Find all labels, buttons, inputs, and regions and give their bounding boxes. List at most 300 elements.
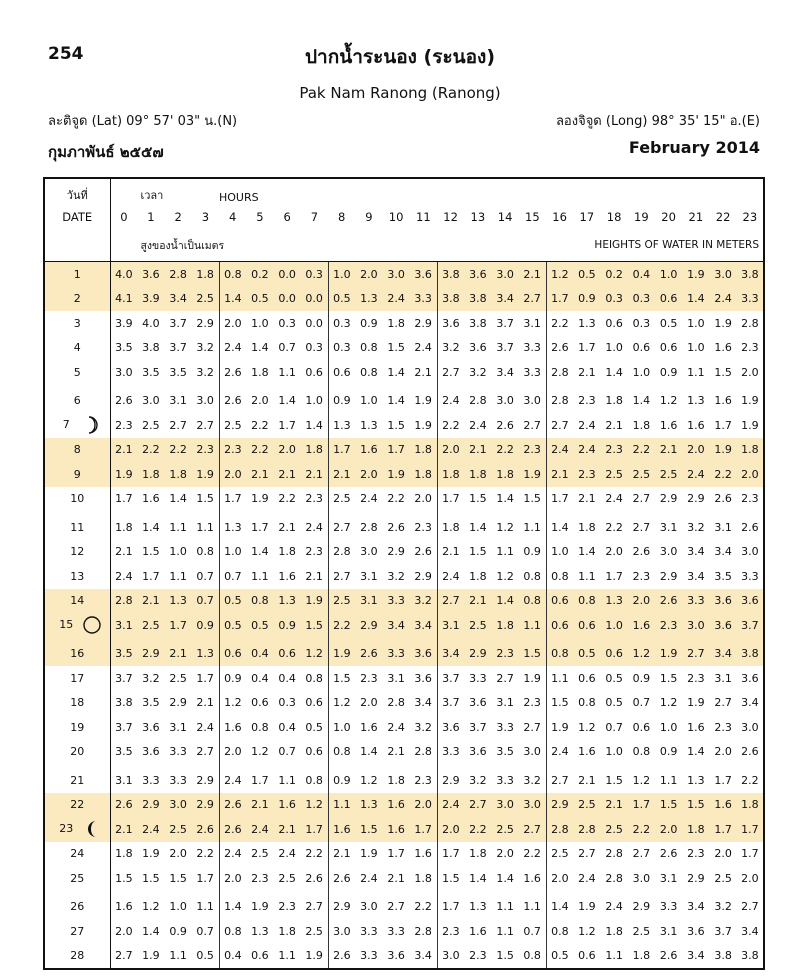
height-cell: 2.2 bbox=[464, 817, 491, 842]
height-cell: 2.4 bbox=[192, 715, 219, 740]
height-cell: 1.4 bbox=[224, 900, 242, 914]
height-cell: 1.8 bbox=[278, 545, 296, 559]
tide-row-day-8 bbox=[44, 438, 764, 463]
height-cell: 2.6 bbox=[659, 847, 678, 861]
height-cell: 0.7 bbox=[224, 569, 242, 583]
height-cell: 1.9 bbox=[110, 462, 137, 487]
height-cell: 1.4 bbox=[219, 287, 246, 312]
height-cell: 2.7 bbox=[496, 671, 514, 685]
day-number: 6 bbox=[73, 394, 81, 408]
day-number: 2 bbox=[73, 292, 81, 306]
height-cell: 1.5 bbox=[442, 871, 460, 885]
height-cell: 3.6 bbox=[741, 671, 759, 685]
height-cell: 0.5 bbox=[573, 262, 600, 287]
height-cell: 2.9 bbox=[137, 642, 164, 667]
height-cell: 1.9 bbox=[410, 413, 437, 438]
height-cell: 3.8 bbox=[437, 262, 464, 287]
height-cell: 2.4 bbox=[278, 847, 296, 861]
height-cell: 2.4 bbox=[469, 418, 487, 432]
height-cell: 1.8 bbox=[410, 462, 437, 487]
height-cell: 2.0 bbox=[115, 924, 133, 938]
hour-header-13: 13 bbox=[470, 209, 486, 224]
height-cell: 2.6 bbox=[219, 817, 246, 842]
height-cell: 1.1 bbox=[659, 773, 678, 787]
height-cell: 3.4 bbox=[410, 944, 437, 970]
tide-row-day-19 bbox=[44, 715, 764, 740]
day-cell bbox=[44, 919, 110, 944]
height-cell: 1.0 bbox=[551, 545, 569, 559]
height-cell: 3.7 bbox=[169, 341, 187, 355]
height-cell: 1.7 bbox=[714, 773, 732, 787]
height-cell: 2.4 bbox=[410, 336, 437, 361]
height-cell: 3.0 bbox=[492, 262, 519, 287]
height-cell: 1.7 bbox=[442, 492, 460, 506]
height-cell: 1.2 bbox=[224, 696, 242, 710]
height-cell: 2.3 bbox=[278, 900, 296, 914]
height-cell: 1.2 bbox=[628, 642, 655, 667]
height-cell: 1.2 bbox=[142, 900, 160, 914]
height-cell: 2.1 bbox=[137, 589, 164, 614]
height-cell: 1.4 bbox=[632, 394, 651, 408]
height-cell: 0.7 bbox=[192, 919, 219, 944]
height-cell: 1.6 bbox=[578, 745, 596, 759]
height-cell: 3.0 bbox=[360, 900, 378, 914]
hour-header-23: 23 bbox=[742, 209, 758, 224]
height-cell: 2.8 bbox=[605, 871, 623, 885]
height-cell: 2.5 bbox=[224, 418, 242, 432]
height-cell: 1.7 bbox=[714, 418, 732, 432]
height-cell: 1.4 bbox=[142, 924, 160, 938]
height-cell: 0.6 bbox=[546, 613, 573, 638]
height-cell: 0.8 bbox=[360, 341, 378, 355]
height-cell: 1.0 bbox=[169, 900, 187, 914]
height-cell: 1.7 bbox=[442, 900, 460, 914]
station-title-english: Pak Nam Ranong (Ranong) bbox=[299, 84, 501, 102]
height-cell: 2.1 bbox=[578, 773, 596, 787]
height-cell: 1.2 bbox=[578, 720, 596, 734]
height-cell: 0.8 bbox=[546, 642, 573, 667]
height-cell: 2.4 bbox=[387, 720, 405, 734]
day-cell bbox=[44, 336, 110, 361]
height-cell: 1.3 bbox=[360, 418, 378, 432]
height-cell: 3.8 bbox=[115, 696, 133, 710]
height-cell: 3.7 bbox=[737, 613, 764, 638]
height-cell: 1.4 bbox=[551, 900, 569, 914]
height-cell: 3.0 bbox=[632, 871, 651, 885]
height-cell: 1.0 bbox=[360, 394, 378, 408]
height-cell: 2.9 bbox=[687, 871, 705, 885]
hour-header-19: 19 bbox=[634, 209, 649, 224]
tide-row-day-1 bbox=[44, 262, 764, 287]
height-cell: 3.1 bbox=[437, 613, 464, 638]
height-cell: 2.3 bbox=[410, 515, 437, 540]
height-cell: 3.6 bbox=[142, 720, 160, 734]
height-cell: 0.5 bbox=[551, 949, 569, 963]
height-cell: 0.7 bbox=[519, 919, 546, 944]
height-cell: 2.3 bbox=[410, 768, 437, 793]
height-cell: 3.4 bbox=[492, 287, 519, 312]
height-cell: 2.8 bbox=[546, 817, 573, 842]
height-cell: 1.9 bbox=[551, 720, 569, 734]
height-cell: 0.9 bbox=[659, 365, 678, 379]
height-cell: 3.3 bbox=[496, 773, 514, 787]
height-cell: 1.7 bbox=[546, 287, 573, 312]
height-cell: 2.5 bbox=[137, 613, 164, 638]
day-number: 8 bbox=[73, 443, 81, 457]
height-cell: 1.2 bbox=[333, 696, 351, 710]
day-number: 27 bbox=[70, 924, 85, 938]
height-cell: 0.8 bbox=[224, 924, 242, 938]
height-cell: 0.9 bbox=[192, 613, 219, 638]
height-cell: 3.6 bbox=[469, 696, 487, 710]
height-cell: 2.6 bbox=[192, 817, 219, 842]
height-cell: 1.1 bbox=[278, 365, 296, 379]
height-cell: 3.0 bbox=[519, 740, 546, 765]
height-cell: 2.7 bbox=[192, 740, 219, 765]
height-cell: 1.6 bbox=[710, 793, 737, 818]
height-cell: 2.6 bbox=[714, 492, 732, 506]
height-cell: 1.5 bbox=[519, 487, 546, 512]
height-cell: 0.7 bbox=[278, 745, 296, 759]
height-cell: 2.9 bbox=[333, 900, 351, 914]
height-cell: 2.3 bbox=[469, 949, 487, 963]
header-row-time bbox=[44, 178, 764, 204]
height-cell: 2.4 bbox=[360, 492, 378, 506]
height-cell: 1.5 bbox=[469, 492, 487, 506]
height-cell: 3.4 bbox=[687, 545, 705, 559]
height-cell: 0.9 bbox=[169, 924, 187, 938]
header-row-hours bbox=[44, 204, 764, 229]
height-cell: 1.6 bbox=[628, 613, 655, 638]
height-cell: 2.6 bbox=[115, 394, 133, 408]
height-cell: 1.2 bbox=[360, 773, 378, 787]
height-cell: 1.4 bbox=[496, 871, 514, 885]
height-cell: 2.1 bbox=[115, 545, 133, 559]
tide-row-day-7 bbox=[44, 413, 764, 438]
height-cell: 1.7 bbox=[115, 492, 133, 506]
height-cell: 3.6 bbox=[442, 316, 460, 330]
height-cell: 1.3 bbox=[333, 418, 351, 432]
height-cell: 1.0 bbox=[655, 262, 682, 287]
height-cell: 3.5 bbox=[115, 745, 133, 759]
height-cell: 3.5 bbox=[142, 696, 160, 710]
hour-header-14: 14 bbox=[497, 209, 513, 224]
height-cell: 2.3 bbox=[601, 438, 628, 463]
height-cell: 2.7 bbox=[333, 569, 351, 583]
height-cell: 1.5 bbox=[169, 871, 187, 885]
height-cell: 1.6 bbox=[224, 720, 242, 734]
height-cell: 3.6 bbox=[442, 720, 460, 734]
height-cell: 3.8 bbox=[741, 949, 759, 963]
height-cell: 1.1 bbox=[278, 773, 296, 787]
height-cell: 0.5 bbox=[301, 715, 328, 740]
height-cell: 2.7 bbox=[169, 418, 187, 432]
day-cell bbox=[44, 389, 110, 414]
height-cell: 2.2 bbox=[741, 773, 759, 787]
height-cell: 1.5 bbox=[496, 949, 514, 963]
hour-header-20: 20 bbox=[661, 209, 676, 224]
height-cell: 2.1 bbox=[301, 564, 328, 589]
height-cell: 1.5 bbox=[333, 671, 351, 685]
height-cell: 2.6 bbox=[333, 949, 351, 963]
height-cell: 3.0 bbox=[741, 720, 759, 734]
height-cell: 3.0 bbox=[741, 545, 759, 559]
date-header-english: DATE bbox=[44, 204, 110, 229]
height-cell: 0.5 bbox=[605, 671, 623, 685]
height-cell: 1.4 bbox=[251, 545, 269, 559]
height-cell: 3.4 bbox=[741, 924, 759, 938]
tide-row-day-25 bbox=[44, 866, 764, 891]
hour-header-3: 3 bbox=[201, 209, 210, 224]
height-cell: 2.3 bbox=[573, 462, 600, 487]
height-cell: 0.6 bbox=[301, 691, 328, 716]
height-cell: 1.6 bbox=[278, 569, 296, 583]
height-cell: 3.0 bbox=[492, 793, 519, 818]
day-number: 1 bbox=[73, 267, 81, 281]
height-cell: 3.4 bbox=[741, 696, 759, 710]
tide-row-day-2 bbox=[44, 287, 764, 312]
height-cell: 3.0 bbox=[142, 394, 160, 408]
hour-header-11: 11 bbox=[416, 209, 431, 224]
full-moon-icon bbox=[80, 615, 102, 635]
height-cell: 1.8 bbox=[578, 520, 596, 534]
height-cell: 2.9 bbox=[169, 696, 187, 710]
height-cell: 2.8 bbox=[410, 919, 437, 944]
day-cell bbox=[44, 793, 110, 818]
height-cell: 1.8 bbox=[137, 462, 164, 487]
height-cell: 3.4 bbox=[410, 691, 437, 716]
height-cell: 0.6 bbox=[601, 642, 628, 667]
height-cell: 2.1 bbox=[387, 871, 405, 885]
time-label-thai: เวลา bbox=[140, 189, 164, 202]
height-label-english: HEIGHTS OF WATER IN METERS bbox=[383, 229, 765, 262]
height-cell: 1.9 bbox=[251, 900, 269, 914]
height-cell: 1.9 bbox=[360, 847, 378, 861]
height-cell: 1.3 bbox=[355, 793, 382, 818]
height-cell: 2.2 bbox=[410, 895, 437, 920]
height-cell: 2.0 bbox=[219, 462, 246, 487]
height-cell: 1.1 bbox=[278, 949, 296, 963]
height-cell: 2.8 bbox=[387, 696, 405, 710]
month-thai: กุมภาพันธ์ ๒๕๕๗ bbox=[48, 143, 164, 161]
height-cell: 2.3 bbox=[219, 438, 246, 463]
height-cell: 3.2 bbox=[192, 336, 219, 361]
height-cell: 1.2 bbox=[659, 696, 678, 710]
height-cell: 1.7 bbox=[383, 438, 410, 463]
height-cell: 2.0 bbox=[224, 316, 242, 330]
height-cell: 2.1 bbox=[578, 492, 596, 506]
height-cell: 1.6 bbox=[383, 817, 410, 842]
height-cell: 0.7 bbox=[192, 564, 219, 589]
tide-row-day-26 bbox=[44, 895, 764, 920]
height-cell: 2.6 bbox=[741, 745, 759, 759]
height-cell: 2.7 bbox=[741, 900, 759, 914]
height-cell: 1.8 bbox=[387, 316, 405, 330]
height-cell: 3.5 bbox=[714, 569, 732, 583]
height-cell: 2.4 bbox=[246, 817, 273, 842]
height-cell: 3.6 bbox=[469, 745, 487, 759]
height-cell: 3.3 bbox=[360, 924, 378, 938]
day-cell bbox=[44, 895, 110, 920]
height-cell: 2.9 bbox=[659, 569, 678, 583]
height-cell: 1.5 bbox=[659, 671, 678, 685]
height-cell: 0.6 bbox=[578, 671, 596, 685]
height-cell: 2.5 bbox=[251, 847, 269, 861]
day-number: 18 bbox=[70, 696, 85, 710]
height-cell: 0.6 bbox=[251, 949, 269, 963]
height-cell: 4.0 bbox=[110, 262, 137, 287]
height-cell: 1.1 bbox=[578, 569, 596, 583]
height-cell: 2.6 bbox=[301, 866, 328, 891]
height-cell: 3.1 bbox=[169, 394, 187, 408]
height-cell: 3.3 bbox=[383, 589, 410, 614]
height-cell: 2.9 bbox=[442, 773, 460, 787]
day-cell bbox=[44, 691, 110, 716]
height-cell: 0.0 bbox=[301, 311, 328, 336]
height-cell: 3.0 bbox=[115, 365, 133, 379]
height-cell: 3.7 bbox=[169, 316, 187, 330]
height-cell: 0.2 bbox=[601, 262, 628, 287]
height-cell: 1.7 bbox=[551, 492, 569, 506]
height-cell: 3.3 bbox=[469, 671, 487, 685]
height-cell: 2.4 bbox=[442, 569, 460, 583]
day-cell bbox=[44, 438, 110, 463]
height-cell: 1.3 bbox=[578, 316, 596, 330]
height-cell: 2.6 bbox=[387, 520, 405, 534]
height-cell: 3.4 bbox=[410, 613, 437, 638]
height-cell: 1.7 bbox=[301, 817, 328, 842]
height-cell: 3.0 bbox=[659, 545, 678, 559]
height-cell: 1.0 bbox=[687, 316, 705, 330]
height-cell: 1.6 bbox=[355, 438, 382, 463]
tide-row-day-24 bbox=[44, 842, 764, 867]
height-cell: 3.8 bbox=[469, 316, 487, 330]
height-cell: 2.0 bbox=[360, 696, 378, 710]
height-cell: 2.4 bbox=[442, 394, 460, 408]
height-cell: 0.7 bbox=[192, 589, 219, 614]
height-cell: 2.3 bbox=[251, 871, 269, 885]
height-cell: 2.5 bbox=[492, 817, 519, 842]
height-cell: 0.6 bbox=[219, 642, 246, 667]
day-number: 19 bbox=[70, 720, 85, 734]
height-cell: 2.9 bbox=[192, 793, 219, 818]
height-cell: 3.6 bbox=[710, 589, 737, 614]
hour-header-5: 5 bbox=[256, 209, 264, 224]
height-cell: 2.1 bbox=[442, 545, 460, 559]
height-cell: 2.8 bbox=[469, 394, 487, 408]
height-cell: 1.6 bbox=[274, 793, 301, 818]
height-cell: 3.4 bbox=[165, 287, 192, 312]
tide-row-day-12 bbox=[44, 540, 764, 565]
day-number: 17 bbox=[70, 671, 85, 685]
height-cell: 1.7 bbox=[737, 817, 764, 842]
day-number: 14 bbox=[70, 594, 85, 608]
height-cell: 2.4 bbox=[578, 418, 596, 432]
height-cell: 0.5 bbox=[246, 287, 273, 312]
height-cell: 2.0 bbox=[224, 745, 242, 759]
height-cell: 3.3 bbox=[519, 336, 546, 361]
height-cell: 3.1 bbox=[115, 773, 133, 787]
height-cell: 2.4 bbox=[383, 287, 410, 312]
height-cell: 2.2 bbox=[628, 438, 655, 463]
day-number: 22 bbox=[70, 798, 85, 812]
height-cell: 0.6 bbox=[659, 341, 678, 355]
height-cell: 2.3 bbox=[301, 487, 328, 512]
height-cell: 0.5 bbox=[328, 287, 355, 312]
height-cell: 2.8 bbox=[410, 740, 437, 765]
height-cell: 0.3 bbox=[278, 696, 296, 710]
height-cell: 0.6 bbox=[274, 642, 301, 667]
tide-row-day-27 bbox=[44, 919, 764, 944]
height-cell: 1.7 bbox=[578, 341, 596, 355]
height-cell: 0.5 bbox=[659, 316, 678, 330]
height-cell: 1.4 bbox=[169, 492, 187, 506]
height-cell: 2.1 bbox=[578, 365, 596, 379]
height-cell: 1.1 bbox=[551, 671, 569, 685]
height-cell: 1.9 bbox=[383, 462, 410, 487]
height-cell: 1.3 bbox=[274, 589, 301, 614]
height-cell: 1.4 bbox=[278, 394, 296, 408]
height-cell: 2.0 bbox=[355, 462, 382, 487]
height-cell: 2.8 bbox=[605, 847, 623, 861]
height-cell: 0.3 bbox=[333, 341, 351, 355]
height-cell: 0.8 bbox=[573, 589, 600, 614]
height-cell: 1.1 bbox=[496, 900, 514, 914]
height-cell: 0.6 bbox=[655, 287, 682, 312]
height-cell: 1.5 bbox=[355, 817, 382, 842]
height-cell: 2.4 bbox=[573, 438, 600, 463]
height-cell: 1.4 bbox=[387, 394, 405, 408]
height-cell: 0.8 bbox=[251, 720, 269, 734]
height-cell: 2.2 bbox=[278, 492, 296, 506]
day-number: 12 bbox=[70, 545, 85, 559]
tide-row-day-11 bbox=[44, 515, 764, 540]
height-cell: 1.8 bbox=[115, 847, 133, 861]
hour-header-22: 22 bbox=[715, 209, 731, 224]
height-cell: 3.3 bbox=[737, 287, 764, 312]
height-cell: 3.7 bbox=[469, 720, 487, 734]
height-cell: 2.6 bbox=[410, 540, 437, 565]
height-cell: 2.5 bbox=[601, 462, 628, 487]
height-cell: 1.0 bbox=[659, 720, 678, 734]
tide-row-day-23 bbox=[44, 817, 764, 842]
height-cell: 2.9 bbox=[355, 613, 382, 638]
height-cell: 1.1 bbox=[169, 520, 187, 534]
height-cell: 1.4 bbox=[469, 871, 487, 885]
height-cell: 1.7 bbox=[410, 817, 437, 842]
height-cell: 1.2 bbox=[496, 569, 514, 583]
height-cell: 2.4 bbox=[605, 492, 623, 506]
height-cell: 0.4 bbox=[246, 642, 273, 667]
height-cell: 0.8 bbox=[551, 924, 569, 938]
height-cell: 1.3 bbox=[224, 520, 242, 534]
height-cell: 1.4 bbox=[605, 365, 623, 379]
height-cell: 2.5 bbox=[632, 924, 651, 938]
height-cell: 2.3 bbox=[519, 691, 546, 716]
height-cell: 1.4 bbox=[301, 413, 328, 438]
height-cell: 0.8 bbox=[301, 666, 328, 691]
height-cell: 2.1 bbox=[110, 817, 137, 842]
height-cell: 3.0 bbox=[519, 389, 546, 414]
height-cell: 1.8 bbox=[410, 438, 437, 463]
height-cell: 2.6 bbox=[219, 793, 246, 818]
height-cell: 2.1 bbox=[519, 262, 546, 287]
height-cell: 3.1 bbox=[496, 696, 514, 710]
height-cell: 2.9 bbox=[659, 492, 678, 506]
height-cell: 2.5 bbox=[464, 613, 491, 638]
height-cell: 1.8 bbox=[278, 924, 296, 938]
hour-header-0: 0 bbox=[120, 209, 128, 224]
